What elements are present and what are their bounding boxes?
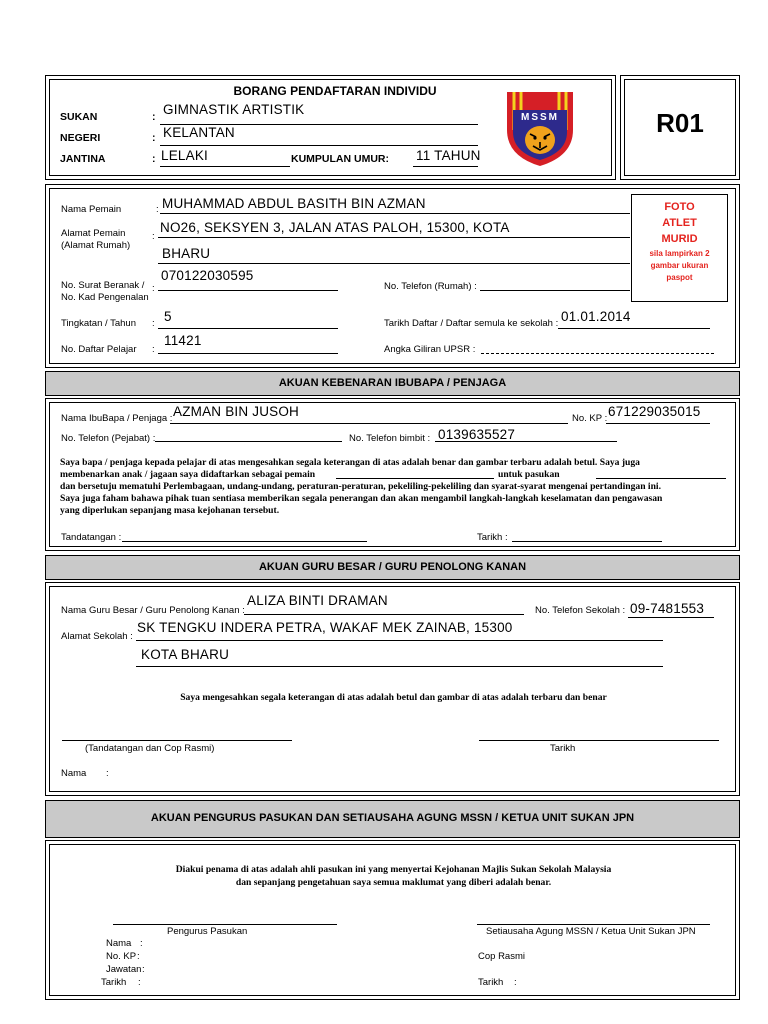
surat-beranak-value[interactable]: 070122030595 [161,268,254,283]
parent-para-line1: Saya bapa / penjaga kepada pelajar di atas mengesahkan segala keterangan di atas adalah benar dan gambar terbaru adalah betul. Saya juga [60,457,640,468]
kumpulan-umur-underline [413,166,478,167]
tingkatan-colon: : [152,318,155,329]
setiausaha-sign-underline[interactable] [477,924,710,925]
setiausaha-tarikh-label: Tarikh [478,977,504,988]
manager-band [45,800,740,838]
form-title: BORANG PENDAFTARAN INDIVIDU [233,84,437,98]
alamat-pemain-line1[interactable]: NO26, SEKSYEN 3, JALAN ATAS PALOH, 15300, KOTA [160,220,510,235]
jantina-label: JANTINA [60,153,106,165]
guru-statement: Saya mengesahkan segala keterangan di atas adalah betul dan gambar di atas adalah terbaru dan benar [180,692,607,703]
photo-title-line1: FOTO [664,201,695,213]
telefon-rumah-label: No. Telefon (Rumah) : [384,281,477,292]
pengurus-label: Pengurus Pasukan [167,926,248,937]
parent-para-line2b: untuk pasukan [498,469,560,480]
parent-tandatangan-label: Tandatangan : [61,532,122,543]
alamat-pemain-label: Alamat Pemain [61,228,126,239]
guru-tel-underline [628,617,714,618]
manager-band-title: AKUAN PENGURUS PASUKAN DAN SETIAUSAHA AGUNG MSSN / KETUA UNIT SUKAN JPN [150,812,635,824]
tingkatan-value[interactable]: 5 [164,309,172,324]
parent-tarikh-label: Tarikh : [477,532,508,543]
parent-kp-value[interactable]: 671229035015 [608,404,701,419]
manager-kp-colon: : [137,951,140,962]
parent-para-line5: yang diperlukan sepanjang masa kejohanan tersebut. [60,505,280,516]
kumpulan-umur-value[interactable]: 11 TAHUN [416,148,481,163]
setiausaha-label: Setiausaha Agung MSSN / Ketua Unit Sukan JPN [486,926,696,937]
guru-tel-label: No. Telefon Sekolah : [535,605,626,616]
pemain-blank-underline [336,478,494,479]
tel-bimbit-underline [435,441,617,442]
pasukan-blank-underline [596,478,726,479]
tel-bimbit-value[interactable]: 0139635527 [438,427,516,442]
guru-sign-underline[interactable] [62,740,292,741]
nama-pemain-colon: : [156,204,159,215]
mssm-logo-text: MSSM [521,112,559,123]
tarikh-daftar-value[interactable]: 01.01.2014 [561,309,631,324]
sukan-label: SUKAN [60,111,98,123]
guru-nama-sign-colon: : [106,768,109,779]
photo-box[interactable] [631,194,728,302]
parent-band [45,371,740,396]
parent-kp-underline [606,423,710,424]
daftar-pelajar-label: No. Daftar Pelajar [61,344,137,355]
telefon-rumah-underline [480,290,630,291]
cop-rasmi-label: Cop Rasmi [478,951,525,962]
surat-beranak-colon: : [152,283,155,294]
daftar-pelajar-colon: : [152,344,155,355]
nama-pemain-label: Nama Pemain [61,204,122,215]
guru-nama-sign-label: Nama [61,768,87,779]
negeri-label: NEGERI [60,132,101,144]
setiausaha-tarikh-colon: : [514,977,517,988]
manager-tarikh-colon: : [138,977,141,988]
tel-pejabat-label: No. Telefon (Pejabat) : [61,433,156,444]
manager-kp-label: No. KP [106,951,137,962]
guru-nama-underline [244,614,524,615]
parent-para-line2 [60,469,727,481]
alamat-line2-underline [158,263,630,264]
alamat-rumah-label: (Alamat Rumah) [61,240,131,251]
surat-beranak-underline [158,290,338,291]
alamat-sekolah-line1[interactable]: SK TENGKU INDERA PETRA, WAKAF MEK ZAINAB, 15300 [137,620,513,635]
parent-band-title: AKUAN KEBENARAN IBUBAPA / PENJAGA [278,377,507,389]
tel-pejabat-underline [155,441,342,442]
sukan-colon: : [152,111,156,123]
manager-nama-colon: : [140,938,143,949]
photo-note-line1: sila lampirkan 2 [649,249,710,258]
manager-statement-line1: Diakui penama di atas adalah ahli pasukan ini yang menyertai Kejohanan Majlis Sukan Sekolah Malaysia [175,864,612,875]
guru-tarikh-label: Tarikh [550,743,576,754]
guru-sign-label: (Tandatangan dan Cop Rasmi) [85,743,215,754]
parent-nama-label: Nama IbuBapa / Penjaga : [61,413,173,424]
jantina-colon: : [152,153,156,165]
parent-kp-label: No. KP : [572,413,608,424]
manager-jawatan-colon: : [142,964,145,975]
form-code: R01 [656,108,704,138]
tarikh-daftar-label: Tarikh Daftar / Daftar semula ke sekolah : [384,318,559,329]
negeri-value[interactable]: KELANTAN [163,125,235,140]
manager-nama-label: Nama [106,938,132,949]
teacher-band-title: AKUAN GURU BESAR / GURU PENOLONG KANAN [258,561,527,573]
negeri-colon: : [152,132,156,144]
mssm-logo [505,90,575,168]
guru-nama-label: Nama Guru Besar / Guru Penolong Kanan : [61,605,245,616]
parent-para-line3: dan bersetuju mematuhi Perlembagaan, undang-undang, peraturan-peraturan, pekeliling-pekeliling dan syarat-syarat mengenai pertandingan ini. [60,481,661,492]
negeri-underline [160,145,478,146]
kumpulan-umur-label: KUMPULAN UMUR: [291,153,389,165]
alamat-pemain-colon: : [152,231,155,242]
parent-nama-underline [170,423,568,424]
photo-note-line3: paspot [666,273,693,282]
alamat-line1-underline [158,237,630,238]
kad-pengenalan-label: No. Kad Pengenalan [61,292,149,303]
jantina-underline [160,166,290,167]
tel-bimbit-label: No. Telefon bimbit : [349,433,431,444]
manager-tarikh-label: Tarikh [101,977,127,988]
tingkatan-underline [158,328,338,329]
upsr-underline [481,353,714,354]
pengurus-sign-underline[interactable] [113,924,337,925]
tingkatan-label: Tingkatan / Tahun [61,318,136,329]
upsr-label: Angka Giliran UPSR : [384,344,476,355]
photo-title-line3: MURID [661,233,698,245]
parent-para-line4: Saya juga faham bahawa pihak tuan sentiasa memberikan segala penerangan dan akan mengambil langkah-langkah keselamatan dan pengawasan [60,493,663,504]
guru-tel-value[interactable]: 09-7481553 [630,601,705,616]
guru-nama-value[interactable]: ALIZA BINTI DRAMAN [247,593,388,608]
parent-para-line2a: membenarkan anak / jagaan saya didaftarkan sebagai pemain [60,469,316,480]
sukan-value[interactable]: GIMNASTIK ARTISTIK [163,102,305,117]
parent-nama-value[interactable]: AZMAN BIN JUSOH [173,404,300,419]
alamat-pemain-line2[interactable]: BHARU [162,246,211,261]
daftar-pelajar-value[interactable]: 11421 [164,333,202,348]
parent-tarikh-underline[interactable] [512,541,662,542]
manager-jawatan-label: Jawatan [106,964,142,975]
jantina-value[interactable]: LELAKI [161,148,208,163]
nama-pemain-underline [160,213,630,214]
guru-tarikh-underline[interactable] [479,740,719,741]
surat-beranak-label: No. Surat Beranak / [61,280,145,291]
daftar-pelajar-underline [158,353,338,354]
manager-statement-line2: dan sepanjang pengetahuan saya semua maklumat yang diberi adalah benar. [235,877,552,888]
tarikh-daftar-underline [558,328,710,329]
alamat-sekolah-line2-underline [136,666,663,667]
parent-tandatangan-underline[interactable] [122,541,367,542]
teacher-band [45,555,740,580]
photo-note-line2: gambar ukuran [650,261,709,270]
alamat-sekolah-line1-underline [136,640,663,641]
alamat-sekolah-label: Alamat Sekolah : [61,631,133,642]
alamat-sekolah-line2[interactable]: KOTA BHARU [141,647,230,662]
nama-pemain-value[interactable]: MUHAMMAD ABDUL BASITH BIN AZMAN [162,196,426,211]
photo-title-line2: ATLET [662,217,697,229]
